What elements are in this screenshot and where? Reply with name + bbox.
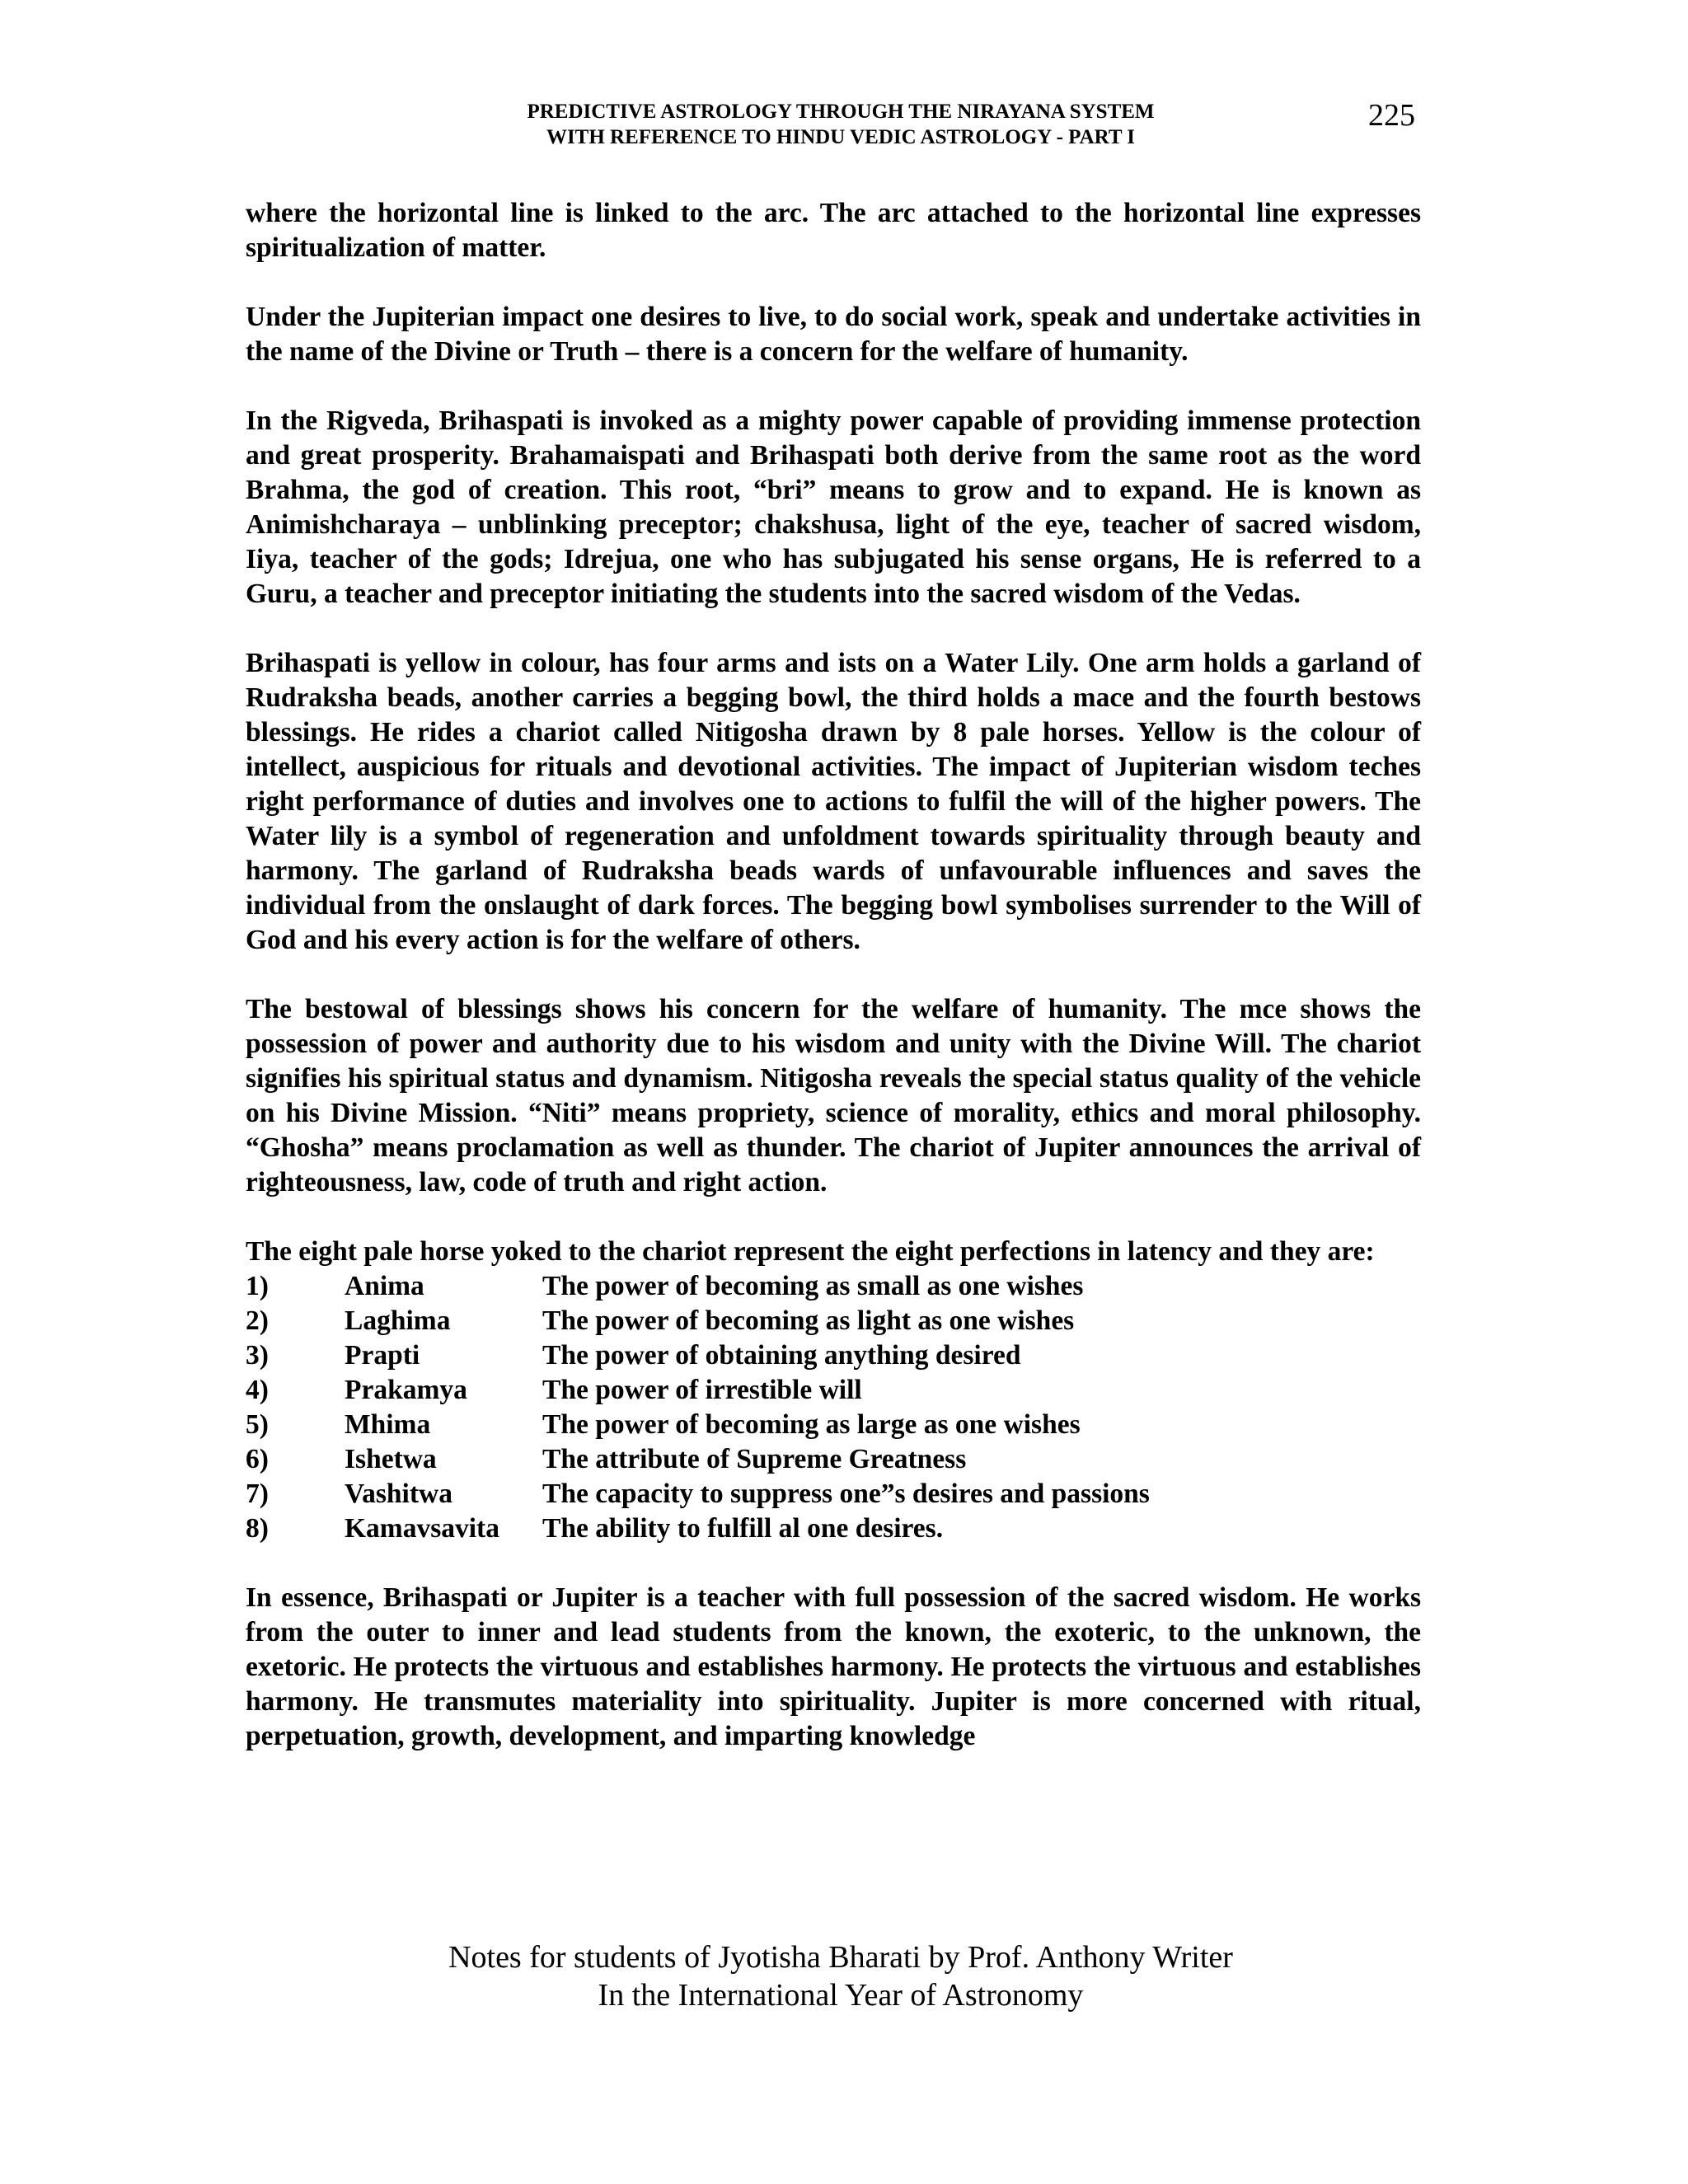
paragraph-in-essence: In essence, Brihaspati or Jupiter is a teacher with full possession of the sacred wisdom. He works from the outer to inner and lead students from the known, the exoteric, to the unknown, the exetoric. He protects the virtuous and establishes harmony. He protects the virtuous and establishes harmony. He transmutes materiality into spirituality. Jupiter is more concerned with ritual, perpetuation, growth, development, and imparting knowledge: [246, 1582, 1421, 1751]
list-item-description: The power of irrestible will: [542, 1375, 862, 1405]
list-item-term: Vashitwa: [345, 1479, 452, 1509]
list-item-term: Prakamya: [345, 1375, 467, 1405]
list-item: [246, 1442, 1421, 1477]
list-item: [246, 1304, 1421, 1338]
footer-line-1: Notes for students of Jyotisha Bharati by Prof. Anthony Writer: [448, 1940, 1233, 1975]
list-item-description: The attribute of Supreme Greatness: [542, 1444, 967, 1474]
list-item: [246, 1408, 1421, 1442]
paragraph-brihaspati-description: Brihaspati is yellow in colour, has four arms and ists on a Water Lily. One arm holds a garland of Rudraksha beads, another carries a begging bowl, the third holds a mace and the fourth bestows blessings. He rides a chariot called Nitigosha drawn by 8 pale horses. Yellow is the colour of intellect, auspicious for rituals and devotional activities. The impact of Jupiterian wisdom teches right performance of duties and involves one to actions to fulfil the will of the higher powers. The Water lily is a symbol of regeneration and unfoldment towards spirituality through beauty and harmony. The garland of Rudraksha beads wards of unfavourable influences and saves the individual from the onslaught of dark forces. The begging bowl symbolises surrender to the Will of God and his every action is for the welfare of others.: [246, 648, 1421, 955]
list-item-description: The ability to fulfill al one desires.: [542, 1513, 944, 1544]
paragraph-arc: where the horizontal line is linked to the arc. The arc attached to the horizontal line expresses spiritualization of matter.: [246, 198, 1421, 263]
list-item-number: 7): [246, 1479, 269, 1509]
page-number: 225: [1368, 98, 1415, 133]
header-title-line-2: WITH REFERENCE TO HINDU VEDIC ASTROLOGY - PART I: [546, 126, 1136, 148]
list-item-number: 2): [246, 1305, 269, 1336]
list-item-number: 1): [246, 1271, 269, 1301]
footer-line-2: In the International Year of Astronomy: [598, 1978, 1084, 2013]
list-item: [246, 1269, 1421, 1304]
list-item-description: The capacity to suppress one”s desires and passions: [542, 1479, 1150, 1509]
list-item-description: The power of obtaining anything desired: [542, 1340, 1021, 1371]
paragraph-rigveda: In the Rigveda, Brihaspati is invoked as a mighty power capable of providing immense protection and great prosperity. Brahamaispati and Brihaspati both derive from the same root as the word Brahma, the god of creation. This root, “bri” means to grow and to expand. He is known as Animishcharaya – unblinking preceptor; chakshusa, light of the eye, teacher of sacred wisdom, Iiya, teacher of the gods; Idrejua, one who has subjugated his sense organs, He is referred to a Guru, a teacher and preceptor initiating the students into the sacred wisdom of the Vedas.: [246, 405, 1421, 609]
list-item-description: The power of becoming as light as one wishes: [542, 1305, 1075, 1336]
page-footer: [247, 1938, 1434, 2014]
list-item-description: The power of becoming as large as one wishes: [542, 1409, 1081, 1440]
list-item: [246, 1338, 1421, 1373]
list-item: [246, 1477, 1421, 1511]
paragraph-jupiterian-impact: Under the Jupiterian impact one desires to live, to do social work, speak and undertake activities in the name of the Divine or Truth – there is a concern for the welfare of humanity.: [246, 302, 1421, 367]
list-item-term: Prapti: [345, 1340, 420, 1371]
list-item-number: 5): [246, 1409, 269, 1440]
list-item-term: Kamavsavita: [345, 1513, 499, 1544]
paragraph-blessings: The bestowal of blessings shows his concern for the welfare of humanity. The mce shows the possession of power and authority due to his wisdom and unity with the Divine Will. The chariot signifies his spiritual status and dynamism. Nitigosha reveals the special status quality of the vehicle on his Divine Mission. “Niti” means propriety, science of morality, ethics and moral philosophy. “Ghosha” means proclamation as well as thunder. The chariot of Jupiter announces the arrival of righteousness, law, code of truth and right action.: [246, 994, 1421, 1197]
list-item: [246, 1511, 1421, 1546]
list-intro: The eight pale horse yoked to the chariot represent the eight perfections in latency and they are:: [246, 1236, 1375, 1267]
list-item-term: Laghima: [345, 1305, 451, 1336]
list-item-term: Ishetwa: [345, 1444, 437, 1474]
eight-perfections-list: [246, 1235, 1421, 1546]
list-item-number: 3): [246, 1340, 269, 1371]
list-item-number: 8): [246, 1513, 269, 1544]
list-item-number: 4): [246, 1375, 269, 1405]
list-item-number: 6): [246, 1444, 269, 1474]
list-item: [246, 1373, 1421, 1408]
list-item-description: The power of becoming as small as one wishes: [542, 1271, 1084, 1301]
running-header: [247, 99, 1434, 150]
body-text: [246, 196, 1421, 1754]
list-item-term: Anima: [345, 1271, 424, 1301]
list-item-term: Mhima: [345, 1409, 431, 1440]
header-title-line-1: PREDICTIVE ASTROLOGY THROUGH THE NIRAYANA SYSTEM: [527, 101, 1155, 123]
